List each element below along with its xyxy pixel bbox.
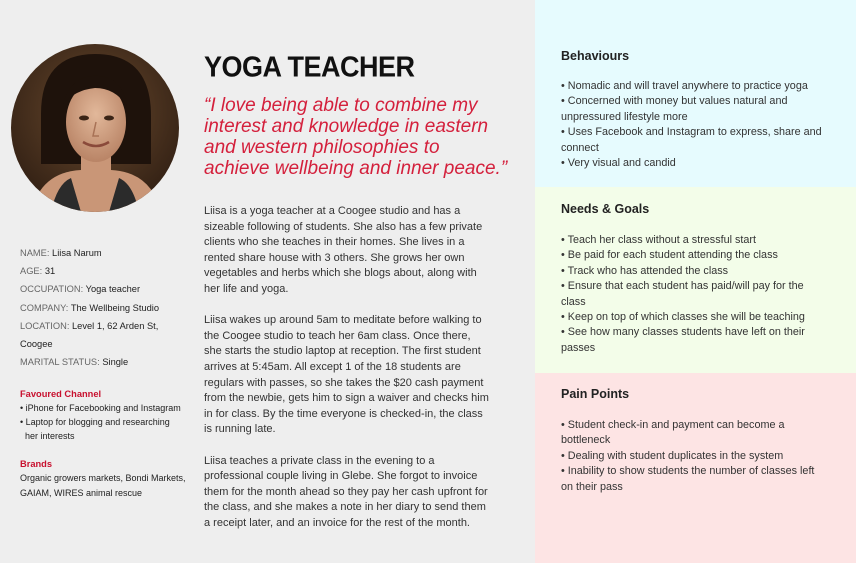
persona-photo xyxy=(11,44,179,212)
list-item: • Laptop for blogging and researching xyxy=(20,417,170,428)
list-item: • Inability to show students the number of classes left on their pass xyxy=(561,465,815,493)
brands-heading: Brands xyxy=(20,459,53,470)
bio-paragraph-3: Liisa teaches a private class in the evening to a professional couple living in Glebe. She forgot to invoice them for the month ahead so they pay her cash upfront for the class, and she makes a note in her diary to send them a receipt later, and an invoice for the rest of the month. xyxy=(204,454,488,529)
list-item: • iPhone for Facebooking and Instagram xyxy=(20,403,181,414)
list-item: • Keep on top of which classes she will be teaching xyxy=(561,311,805,324)
profile-details xyxy=(20,244,200,501)
list-item: • Student check-in and payment can become a bottleneck xyxy=(561,419,785,447)
list-item: • Concerned with money but values natural and unpressured lifestyle more xyxy=(561,95,788,123)
pain-points-heading: Pain Points xyxy=(561,387,630,401)
list-item: • Uses Facebook and Instagram to express, share and connect xyxy=(561,126,822,154)
portrait-illustration xyxy=(11,44,179,212)
favoured-channel-heading: Favoured Channel xyxy=(20,389,102,400)
list-item: • Dealing with student duplicates in the system xyxy=(561,449,784,462)
persona-bio xyxy=(204,204,504,547)
favoured-channel-list xyxy=(20,401,200,443)
list-item: • Track who has attended the class xyxy=(561,264,729,277)
pain-points-panel xyxy=(535,373,856,563)
profile-company: COMPANY: The Wellbeing Studio xyxy=(20,302,160,313)
pain-points-list xyxy=(561,418,842,495)
behaviours-heading: Behaviours xyxy=(561,49,630,63)
list-item: her interests xyxy=(25,431,75,442)
profile-occupation: OCCUPATION: Yoga teacher xyxy=(20,284,141,295)
profile-name: NAME: Liisa Narum xyxy=(20,248,102,258)
persona-title: YOGA TEACHER xyxy=(204,51,415,83)
profile-location-line2: Coogee xyxy=(20,339,53,350)
brands-text: Organic growers markets, Bondi Markets, GAIAM, WIRES animal rescue xyxy=(20,473,186,499)
list-item: • See how many classes students have left on their passes xyxy=(561,326,805,354)
list-item: • Ensure that each student has paid/will pay for the class xyxy=(561,280,804,308)
needs-goals-heading: Needs & Goals xyxy=(561,202,650,216)
needs-goals-panel xyxy=(535,187,856,373)
bio-paragraph-1: Liisa is a yoga teacher at a Coogee studio and has a sizeable following of students. She also has a few private clients who she teaches in their homes. She lives in a rented share house with 3 others. She grows her own vegetables and herbs which she blogs about, along with her life and yoga. xyxy=(204,205,483,295)
behaviours-panel xyxy=(535,0,856,187)
bio-paragraph-2: Liisa wakes up around 5am to meditate before walking to the Coogee studio to teach her 6am class. Once there, she starts the studio laptop at reception. The first student arrives at 5:45am. All except 1 of the 18 students are regulars with passes, so she takes the $20 cash payment from the newbie, gets him to sign a waiver and checks him in for class. By the time everyone is checked-in, the class is running late. xyxy=(204,314,489,436)
profile-marital: MARITAL STATUS: Single xyxy=(20,357,129,368)
persona-quote: “I love being able to combine my interest and knowledge in eastern and western philosophies to achieve wellbeing and inner peace.” xyxy=(204,95,508,179)
profile-location: LOCATION: Level 1, 62 Arden St, xyxy=(20,320,159,331)
needs-goals-list xyxy=(561,233,842,356)
list-item: • Nomadic and will travel anywhere to practice yoga xyxy=(561,80,808,92)
profile-age: AGE: 31 xyxy=(20,266,56,277)
list-item: • Very visual and candid xyxy=(561,157,676,170)
behaviours-list xyxy=(561,79,842,171)
list-item: • Teach her class without a stressful start xyxy=(561,234,757,246)
list-item: • Be paid for each student attending the class xyxy=(561,249,778,262)
